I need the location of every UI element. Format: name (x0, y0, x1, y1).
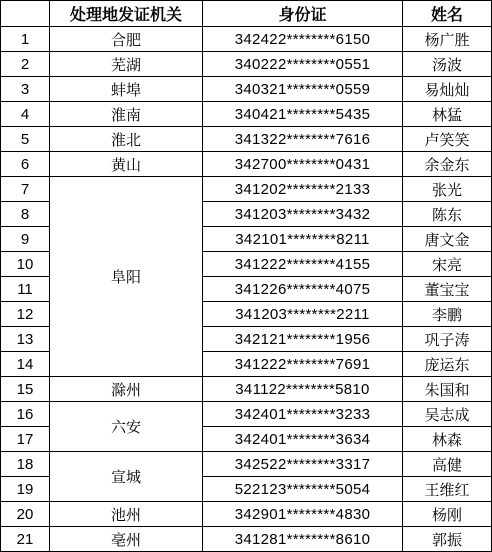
row-number: 18 (1, 452, 50, 477)
row-number: 21 (1, 527, 50, 552)
row-number: 20 (1, 502, 50, 527)
row-number: 19 (1, 477, 50, 502)
person-name-cell: 李鹏 (403, 302, 492, 327)
row-number: 17 (1, 427, 50, 452)
person-name-cell: 张光 (403, 177, 492, 202)
row-number: 13 (1, 327, 50, 352)
office-cell: 芜湖 (50, 52, 203, 77)
id-number-cell: 341122********5810 (203, 377, 403, 402)
office-cell: 淮南 (50, 102, 203, 127)
id-number-cell: 341203********2211 (203, 302, 403, 327)
office-cell: 滁州 (50, 377, 203, 402)
row-number: 16 (1, 402, 50, 427)
person-name-cell: 杨刚 (403, 502, 492, 527)
id-number-cell: 342101********8211 (203, 227, 403, 252)
office-cell: 池州 (50, 502, 203, 527)
row-number: 10 (1, 252, 50, 277)
person-name-cell: 易灿灿 (403, 77, 492, 102)
table-row (1, 52, 492, 77)
office-cell: 六安 (50, 402, 203, 452)
id-number-cell: 340321********0559 (203, 77, 403, 102)
header-office: 处理地发证机关 (50, 1, 203, 27)
table-row (1, 452, 492, 477)
person-name-cell: 林猛 (403, 102, 492, 127)
person-name-cell: 宋亮 (403, 252, 492, 277)
table-row (1, 77, 492, 102)
id-number-cell: 341281********8610 (203, 527, 403, 552)
id-number-cell: 342401********3233 (203, 402, 403, 427)
table-row (1, 402, 492, 427)
header-index (1, 1, 50, 27)
id-number-cell: 340421********5435 (203, 102, 403, 127)
header-name: 姓名 (403, 1, 492, 27)
person-name-cell: 朱国和 (403, 377, 492, 402)
id-number-cell: 340222********0551 (203, 52, 403, 77)
table-row (1, 527, 492, 552)
table-row (1, 152, 492, 177)
id-number-cell: 522123********5054 (203, 477, 403, 502)
header-id: 身份证 (203, 1, 403, 27)
office-cell: 黄山 (50, 152, 203, 177)
id-number-cell: 341322********7616 (203, 127, 403, 152)
office-cell: 宣城 (50, 452, 203, 502)
row-number: 7 (1, 177, 50, 202)
row-number: 3 (1, 77, 50, 102)
table-row (1, 102, 492, 127)
row-number: 11 (1, 277, 50, 302)
table-row (1, 377, 492, 402)
person-name-cell: 巩子涛 (403, 327, 492, 352)
id-number-cell: 341226********4075 (203, 277, 403, 302)
row-number: 8 (1, 202, 50, 227)
office-cell: 淮北 (50, 127, 203, 152)
row-number: 14 (1, 352, 50, 377)
row-number: 6 (1, 152, 50, 177)
row-number: 1 (1, 27, 50, 52)
person-name-cell: 杨广胜 (403, 27, 492, 52)
person-name-cell: 卢笑笑 (403, 127, 492, 152)
office-cell: 阜阳 (50, 177, 203, 377)
table-row (1, 177, 492, 202)
row-number: 5 (1, 127, 50, 152)
id-number-cell: 341202********2133 (203, 177, 403, 202)
id-number-cell: 342401********3634 (203, 427, 403, 452)
person-name-cell: 庞运东 (403, 352, 492, 377)
table-row (1, 27, 492, 52)
person-name-cell: 余金东 (403, 152, 492, 177)
office-cell: 亳州 (50, 527, 203, 552)
id-number-cell: 342121********1956 (203, 327, 403, 352)
id-number-cell: 342422********6150 (203, 27, 403, 52)
row-number: 4 (1, 102, 50, 127)
person-name-cell: 汤波 (403, 52, 492, 77)
person-name-cell: 唐文金 (403, 227, 492, 252)
id-number-cell: 342522********3317 (203, 452, 403, 477)
person-name-cell: 高健 (403, 452, 492, 477)
person-name-cell: 林森 (403, 427, 492, 452)
person-name-cell: 董宝宝 (403, 277, 492, 302)
person-name-cell: 王维红 (403, 477, 492, 502)
person-name-cell: 陈东 (403, 202, 492, 227)
table-row (1, 502, 492, 527)
id-number-cell: 341203********3432 (203, 202, 403, 227)
id-number-cell: 342700********0431 (203, 152, 403, 177)
office-cell: 蚌埠 (50, 77, 203, 102)
row-number: 15 (1, 377, 50, 402)
row-number: 2 (1, 52, 50, 77)
header-row (1, 1, 492, 27)
id-number-cell: 342901********4830 (203, 502, 403, 527)
row-number: 12 (1, 302, 50, 327)
id-number-cell: 341222********4155 (203, 252, 403, 277)
row-number: 9 (1, 227, 50, 252)
person-name-cell: 吴志成 (403, 402, 492, 427)
person-name-cell: 郭振 (403, 527, 492, 552)
id-number-cell: 341222********7691 (203, 352, 403, 377)
office-cell: 合肥 (50, 27, 203, 52)
table-row (1, 127, 492, 152)
